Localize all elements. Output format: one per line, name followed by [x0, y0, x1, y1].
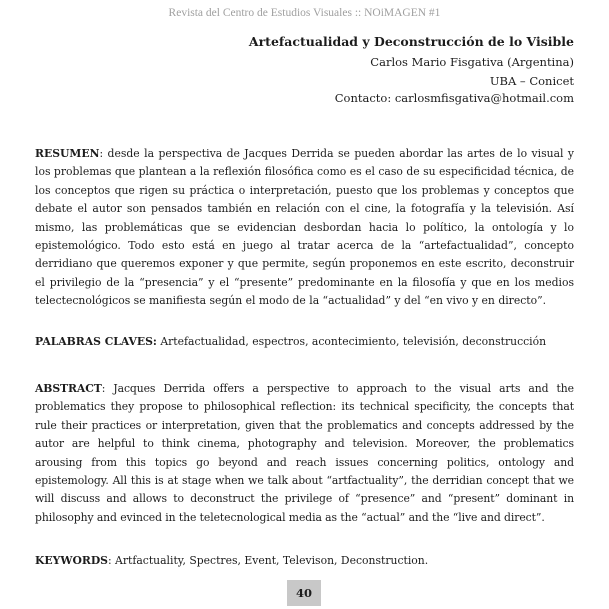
palabras-claves-paragraph — [35, 333, 574, 351]
keywords-text: : Artfactuality, Spectres, Event, Televison, Deconstruction. — [107, 554, 429, 567]
article-title: Artefactualidad y Deconstrucción de lo Visible — [248, 34, 574, 49]
abstract-label: ABSTRACT — [35, 382, 102, 395]
abstract-paragraph — [35, 380, 574, 527]
page-number: 40 — [287, 580, 321, 606]
journal-header: Revista del Centro de Estudios Visuales :: NOiMAGEN #1 — [168, 7, 441, 19]
palabras-claves-label: PALABRAS CLAVES: — [35, 335, 157, 348]
resumen-paragraph — [35, 145, 574, 311]
abstract-text: : Jacques Derrida offers a perspective to approach to the visual arts and the problematics they propose to philosophical reflection: its technical specificity, the concepts that rule their practices or interpretation, given that the problematics and concepts addressed by the autor are helpful to think cinema, photography and television. Moreover, the problematics arousing from this topics go beyond and reach issues concerning politics, ontology and epistemology. All this is at stage when we talk about “artfactuality”, the derridian concept that we will discuss and allows to deconstruct the privilege of “presence” and “present” dominant in philosophy and evinced in the teletecnological media as the “actual” and the “live and direct”. — [35, 382, 574, 524]
keywords-label: KEYWORDS — [35, 554, 108, 567]
article-author: Carlos Mario Fisgativa (Argentina) — [370, 55, 574, 69]
resumen-text: : desde la perspectiva de Jacques Derrida se pueden abordar las artes de lo visual y los problemas que plantean a la reflexión filosófica como es el caso de su especificidad técnica, de los conceptos que rigen su práctica o interpretación, puesto que los problemas y conceptos que debate el autor son pensados también en relación con el cine, la fotografía y la televisión. Así mismo, las problemáticas que se evidencian desbordan hacia lo político, la ontología y lo epistemológico. Todo esto está en juego al tratar acerca de la “artefactualidad”, concepto derridiano que queremos exponer y que permite, según proponemos en este escrito, deconstruir el privilegio de la “presencia” y el “presente” predominante en la filosofía y que en los medios telectecnológicos se manifiesta según el modo de la “actualidad” y del “en vivo y en directo”. — [35, 147, 574, 308]
article-affiliation: UBA – Conicet — [489, 74, 574, 88]
palabras-claves-text: Artefactualidad, espectros, acontecimiento, televisión, deconstrucción — [156, 335, 547, 348]
resumen-label: RESUMEN — [35, 147, 100, 160]
keywords-paragraph — [35, 552, 574, 570]
article-contact: Contacto: carlosmfisgativa@hotmail.com — [334, 91, 574, 105]
